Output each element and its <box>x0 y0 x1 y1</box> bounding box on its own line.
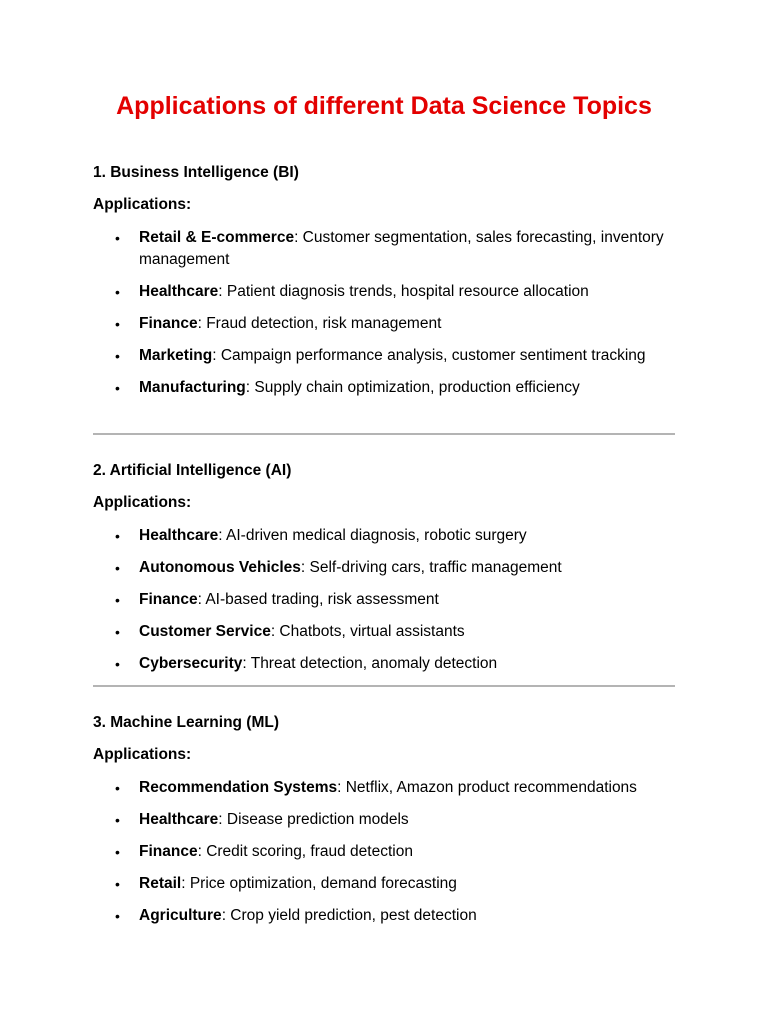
bullet-icon: • <box>115 380 120 396</box>
item-name: Recommendation Systems <box>139 779 338 796</box>
item-text: : Chatbots, virtual assistants <box>270 623 465 640</box>
list-item <box>93 873 678 895</box>
item-name: Marketing <box>139 347 213 364</box>
applications-list <box>93 525 678 675</box>
section-machine-learning <box>93 713 678 927</box>
list-item <box>93 653 678 675</box>
item-name: Healthcare <box>139 283 219 300</box>
item-text: : Credit scoring, fraud detection <box>197 843 413 860</box>
applications-label: Applications: <box>93 746 192 763</box>
item-text: : Customer segmentation, sales forecasting, inventory management <box>139 229 664 268</box>
list-item <box>93 777 678 799</box>
section-heading: 2. Artificial Intelligence (AI) <box>93 462 292 479</box>
section-divider <box>93 685 675 687</box>
list-item <box>93 227 678 271</box>
item-text: : Fraud detection, risk management <box>197 315 442 332</box>
applications-list <box>93 227 678 399</box>
bullet-icon: • <box>115 316 120 332</box>
list-item <box>93 809 678 831</box>
item-text: : Campaign performance analysis, customer sentiment tracking <box>212 347 646 364</box>
list-item <box>93 905 678 927</box>
bullet-icon: • <box>115 592 120 608</box>
applications-label: Applications: <box>93 196 192 213</box>
item-name: Finance <box>139 843 198 860</box>
item-name: Retail & E-commerce <box>139 229 295 246</box>
list-item <box>93 589 678 611</box>
list-item <box>93 313 678 335</box>
section-heading: 1. Business Intelligence (BI) <box>93 164 299 181</box>
applications-label: Applications: <box>93 494 192 511</box>
bullet-icon: • <box>115 230 120 246</box>
item-text: : Threat detection, anomaly detection <box>242 655 498 672</box>
bullet-icon: • <box>115 908 120 924</box>
item-name: Finance <box>139 315 198 332</box>
bullet-icon: • <box>115 284 120 300</box>
list-item <box>93 841 678 863</box>
bullet-icon: • <box>115 656 120 672</box>
item-name: Autonomous Vehicles <box>139 559 301 576</box>
item-name: Manufacturing <box>139 379 246 396</box>
bullet-icon: • <box>115 624 120 640</box>
bullet-icon: • <box>115 780 120 796</box>
page-title: Applications of different Data Science Topics <box>116 92 652 120</box>
section-artificial-intelligence <box>93 461 678 675</box>
section-divider <box>93 433 675 435</box>
item-text: : Supply chain optimization, production efficiency <box>245 379 580 396</box>
item-text: : Price optimization, demand forecasting <box>181 875 457 892</box>
item-name: Retail <box>139 875 182 892</box>
bullet-icon: • <box>115 844 120 860</box>
bullet-icon: • <box>115 528 120 544</box>
item-name: Customer Service <box>139 623 271 640</box>
item-name: Agriculture <box>139 907 222 924</box>
item-name: Healthcare <box>139 811 219 828</box>
item-name: Finance <box>139 591 198 608</box>
bullet-icon: • <box>115 348 120 364</box>
item-text: : Disease prediction models <box>218 811 409 828</box>
item-text: : Self-driving cars, traffic management <box>300 559 562 576</box>
item-text: : AI-based trading, risk assessment <box>197 591 439 608</box>
list-item <box>93 621 678 643</box>
item-text: : Crop yield prediction, pest detection <box>221 907 477 924</box>
item-name: Cybersecurity <box>139 655 243 672</box>
list-item <box>93 557 678 579</box>
item-name: Healthcare <box>139 527 219 544</box>
bullet-icon: • <box>115 876 120 892</box>
bullet-icon: • <box>115 812 120 828</box>
applications-list <box>93 777 678 927</box>
list-item <box>93 281 678 303</box>
list-item <box>93 377 678 399</box>
list-item <box>93 525 678 547</box>
bullet-icon: • <box>115 560 120 576</box>
item-text: : Netflix, Amazon product recommendations <box>337 779 637 796</box>
item-text: : Patient diagnosis trends, hospital resource allocation <box>218 283 589 300</box>
item-text: : AI-driven medical diagnosis, robotic surgery <box>218 527 527 544</box>
section-business-intelligence <box>93 163 678 399</box>
list-item <box>93 345 678 367</box>
section-heading: 3. Machine Learning (ML) <box>93 714 280 731</box>
